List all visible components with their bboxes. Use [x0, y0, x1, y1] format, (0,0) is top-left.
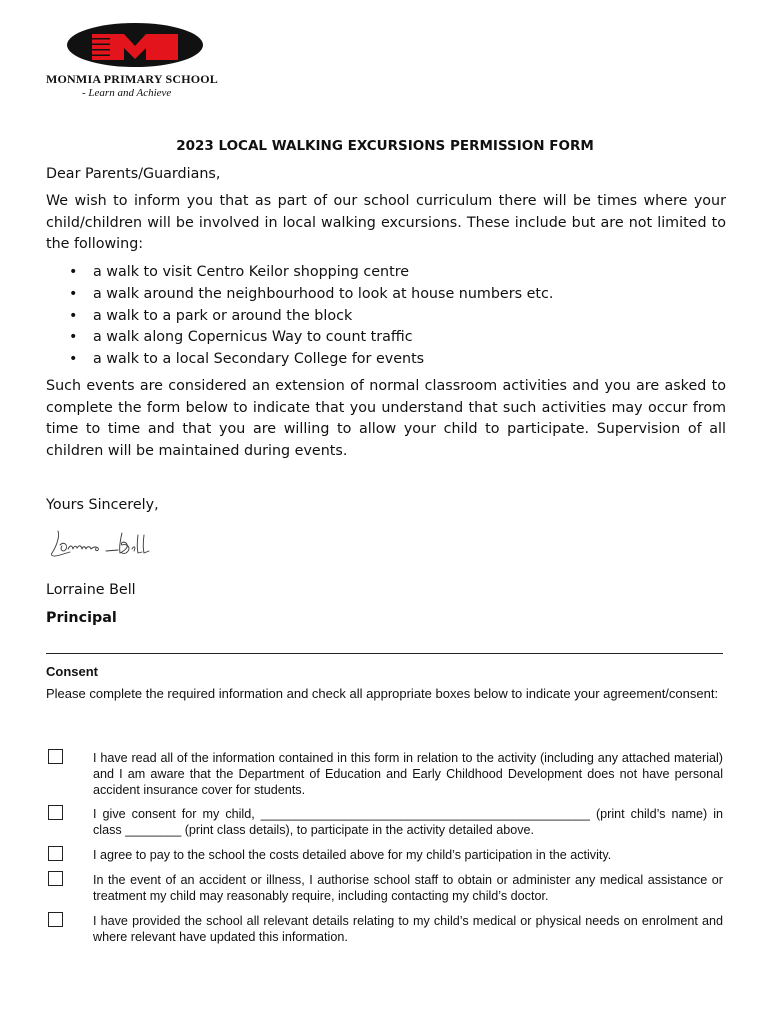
- consent-instructions: Please complete the required information and check all appropriate boxes below to indicate your agreement/consent:: [46, 686, 719, 701]
- form-title: 2023 LOCAL WALKING EXCURSIONS PERMISSION FORM: [176, 138, 594, 154]
- consent-item-text: I have provided the school all relevant details relating to my child’s medical or physical needs on enrolment and where relevant have updated this information.: [93, 914, 723, 944]
- school-logo-icon: [66, 22, 204, 68]
- explanation-paragraph: Such events are considered an extension of normal classroom activities and you are asked to complete the form below to indicate that you understand that such activities may occur from time to time and that you are willing to allow your child to participate. Supervision of all children will be maintained during events.: [46, 378, 726, 459]
- consent-item-text: I agree to pay to the school the costs detailed above for my child’s participation in the activity.: [93, 848, 612, 862]
- consent-checkbox[interactable]: [48, 912, 63, 927]
- consent-checkbox[interactable]: [48, 749, 63, 764]
- school-motto: - Learn and Achieve: [82, 87, 172, 99]
- consent-checkbox[interactable]: [48, 805, 63, 820]
- list-item: • a walk to a local Secondary College for events: [46, 349, 726, 371]
- section-divider: [46, 653, 723, 654]
- consent-checkbox[interactable]: [48, 846, 63, 861]
- list-item: • a walk along Copernicus Way to count traffic: [46, 327, 726, 349]
- closing: Yours Sincerely,: [46, 497, 159, 513]
- school-name: MONMIA PRIMARY SCHOOL: [46, 72, 218, 86]
- excursion-list: [46, 262, 726, 371]
- signer-title: Principal: [46, 610, 117, 626]
- list-item: • a walk to a park or around the block: [46, 306, 726, 328]
- intro-paragraph: We wish to inform you that as part of our school curriculum there will be times where your child/children will be involved in local walking excursions. These include but are not limited to the following:: [46, 193, 726, 252]
- salutation: Dear Parents/Guardians,: [46, 166, 221, 182]
- consent-item-text: In the event of an accident or illness, I authorise school staff to obtain or administer any medical assistance or treatment my child may reasonably require, including contacting my child’s doctor.: [93, 873, 723, 903]
- consent-checkbox[interactable]: [48, 871, 63, 886]
- signer-name: Lorraine Bell: [46, 582, 136, 598]
- signature-image: [46, 523, 156, 565]
- list-item: • a walk to visit Centro Keilor shopping centre: [46, 262, 726, 284]
- consent-heading: Consent: [46, 664, 98, 679]
- list-item: • a walk around the neighbourhood to look at house numbers etc.: [46, 284, 726, 306]
- school-logo: [46, 22, 226, 102]
- consent-item-text: I have read all of the information contained in this form in relation to the activity (including any attached material) and I am aware that the Department of Education and Early Childhood Development does not have personal accident insurance cover for students.: [93, 751, 723, 797]
- consent-item-text: I give consent for my child, _______________________________________________ (print child’s name) in class ________ (print class details), to participate in the activity detailed above.: [93, 807, 723, 837]
